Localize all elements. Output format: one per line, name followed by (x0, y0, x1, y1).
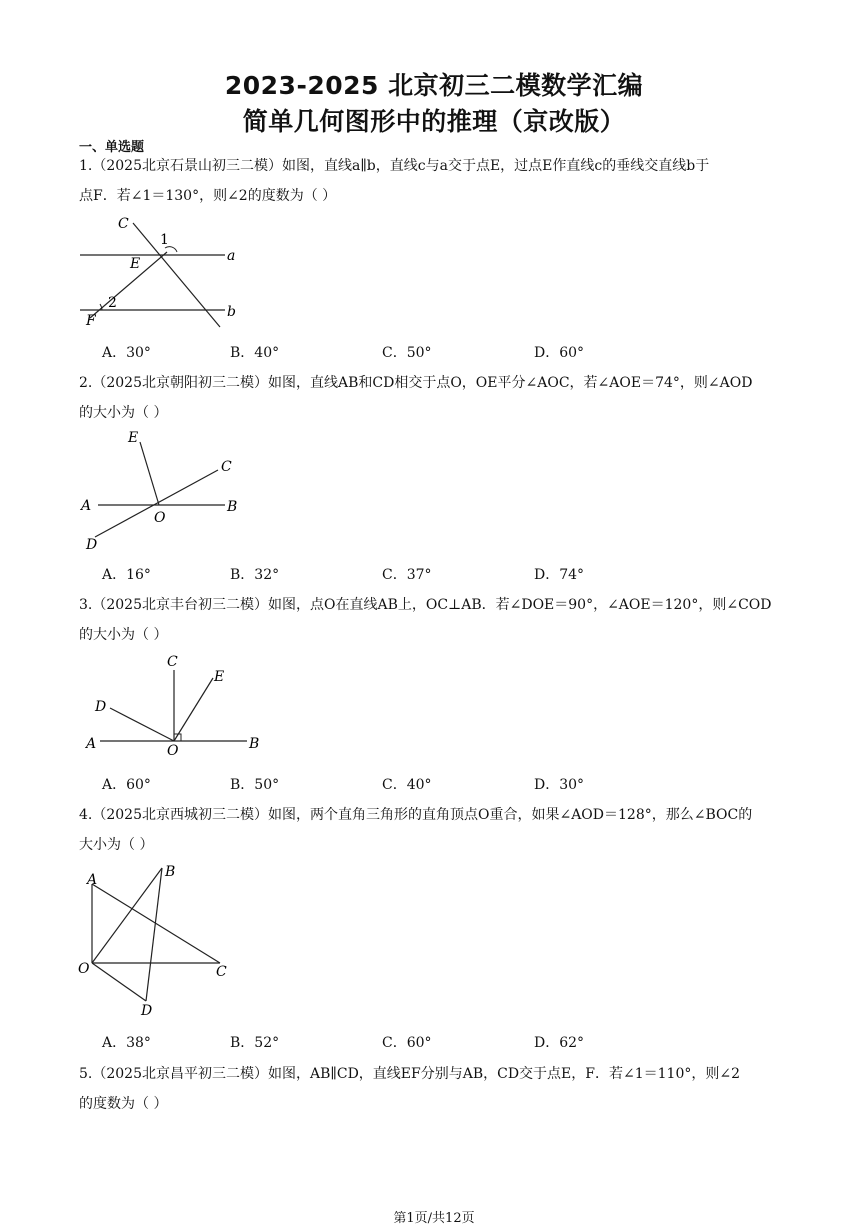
question-3-option-d: D．30° (534, 777, 585, 793)
question-2-option-b: B．32° (230, 567, 280, 583)
page-subtitle: 简单几何图形中的推理（京改版） (242, 107, 626, 136)
question-1-line-1: 1.（2025北京石景山初三二模）如图，直线a∥b，直线c与a交于点E，过点E作直线c的垂线交直线b于 (79, 158, 710, 174)
question-3-option-b: B．50° (230, 777, 280, 793)
question-4-figure (70, 858, 250, 1018)
label-a: a (227, 248, 236, 264)
label-C: C (221, 459, 232, 475)
label-A: A (86, 736, 97, 752)
question-2-option-a: A．16° (102, 567, 151, 583)
label-B: B (249, 736, 260, 752)
label-O: O (154, 510, 166, 526)
question-1-option-b: B．40° (230, 345, 280, 361)
label-O: O (167, 743, 179, 759)
question-2-option-c: C．37° (382, 567, 432, 583)
label-A: A (87, 872, 98, 888)
question-4-option-b: B．52° (230, 1035, 280, 1051)
label-b: b (227, 304, 236, 320)
label-O: O (78, 961, 90, 977)
line-c (133, 223, 220, 327)
label-D: D (141, 1003, 153, 1019)
segment-ob (92, 868, 162, 963)
segment-ac (92, 884, 220, 963)
label-E: E (130, 256, 141, 272)
ray-od (110, 708, 174, 741)
question-3-line-2: 的大小为（ ） (79, 627, 168, 643)
label-1: 1 (160, 232, 169, 248)
question-2-figure (70, 425, 250, 555)
label-C: C (118, 216, 129, 232)
question-1-figure (70, 210, 250, 330)
question-1-option-c: C．50° (382, 345, 432, 361)
question-2-line-2: 的大小为（ ） (79, 405, 168, 421)
question-3-line-1: 3.（2025北京丰台初三二模）如图，点O在直线AB上，OC⊥AB．若∠DOE＝90°，∠AOE＝120°，则∠COD (79, 597, 772, 613)
label-C: C (216, 964, 227, 980)
ray-oe (174, 678, 213, 741)
question-3-option-a: A．60° (102, 777, 151, 793)
ray-oe (140, 442, 159, 505)
label-2: 2 (108, 295, 117, 311)
segment-od (92, 963, 146, 1001)
question-1-option-a: A．30° (102, 345, 151, 361)
question-4-option-c: C．60° (382, 1035, 432, 1051)
segment-bd (146, 868, 162, 1001)
label-B: B (165, 864, 176, 880)
label-C: C (167, 654, 178, 670)
label-E: E (128, 430, 139, 446)
question-3-figure (75, 648, 275, 763)
label-F: F (86, 313, 96, 329)
section-heading: 一、单选题 (79, 140, 145, 155)
question-2-option-d: D．74° (534, 567, 585, 583)
question-5-line-1: 5.（2025北京昌平初三二模）如图，AB∥CD，直线EF分别与AB，CD交于点E，F．若∠1＝110°，则∠2 (79, 1066, 740, 1082)
question-1-option-d: D．60° (534, 345, 585, 361)
question-2-line-1: 2.（2025北京朝阳初三二模）如图，直线AB和CD相交于点O，OE平分∠AOC，若∠AOE＝74°，则∠AOD (79, 375, 753, 391)
line-cd (95, 470, 218, 537)
page-title: 2023-2025 北京初三二模数学汇编 (224, 71, 644, 100)
question-4-option-a: A．38° (102, 1035, 151, 1051)
question-4-line-1: 4.（2025北京西城初三二模）如图，两个直角三角形的直角顶点O重合，如果∠AOD＝128°，那么∠BOC的 (79, 807, 753, 823)
page-footer: 第1页/共12页 (393, 1211, 475, 1226)
label-D: D (86, 537, 98, 553)
label-B: B (227, 499, 238, 515)
label-D: D (95, 699, 107, 715)
question-4-line-2: 大小为（ ） (79, 837, 154, 853)
label-A: A (81, 498, 92, 514)
label-E: E (214, 669, 225, 685)
question-1-line-2: 点F．若∠1＝130°，则∠2的度数为（ ） (79, 188, 337, 204)
question-5-line-2: 的度数为（ ） (79, 1096, 168, 1112)
question-4-option-d: D．62° (534, 1035, 585, 1051)
question-3-option-c: C．40° (382, 777, 432, 793)
